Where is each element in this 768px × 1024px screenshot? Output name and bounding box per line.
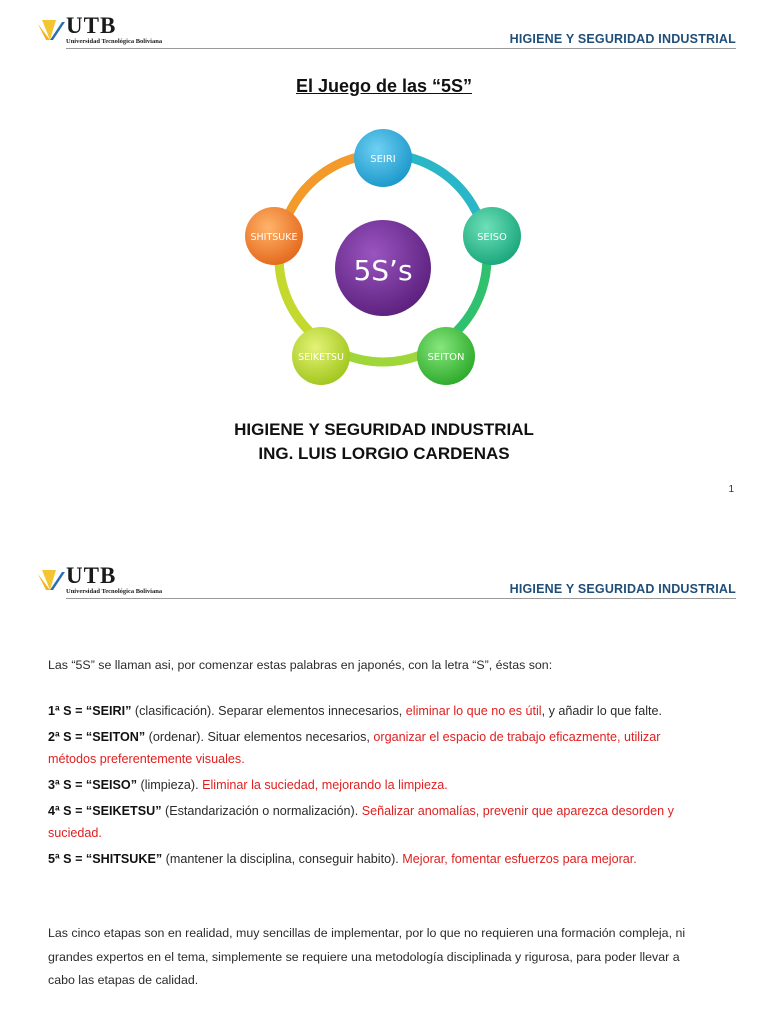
node-seiton: [417, 327, 475, 385]
item-highlight: Mejorar, fomentar esfuerzos para mejorar.: [402, 852, 637, 866]
node-shitsuke: [245, 207, 303, 265]
slide-2: [0, 550, 768, 1024]
item-highlight: eliminar lo que no es útil: [405, 704, 542, 718]
node-label-shitsuke: SHITSUKE: [250, 232, 298, 243]
node-seiketsu: [292, 327, 350, 385]
page-header: [36, 564, 736, 604]
item-description: (Estandarización o normalización).: [161, 804, 362, 818]
logo-text: UTB: [66, 563, 117, 588]
utb-logo: [36, 564, 176, 600]
list-item: [48, 700, 708, 722]
item-highlight: Señalizar anomalías, prevenir que aparezca desorden y suciedad.: [48, 804, 674, 840]
five-s-list: [48, 700, 708, 874]
logo-emblem-icon: [36, 18, 66, 44]
course-title: HIGIENE Y SEGURIDAD INDUSTRIAL: [234, 420, 534, 439]
page-header: [36, 14, 736, 54]
item-highlight: organizar el espacio de trabajo eficazmente, utilizar métodos preferentemente visuales.: [48, 730, 661, 766]
header-divider: [66, 598, 736, 599]
utb-logo: [36, 14, 176, 50]
node-seiso: [463, 207, 521, 265]
list-item: [48, 726, 708, 770]
node-label-seiso: SEISO: [477, 232, 507, 243]
item-label: 5ª S = “SHITSUKE”: [48, 852, 163, 866]
item-description: (mantener la disciplina, conseguir habito).: [162, 852, 403, 866]
list-item: [48, 774, 708, 796]
node-label-seiri: SEIRI: [370, 154, 396, 165]
node-label-seiton: SEITON: [427, 352, 465, 363]
node-seiri: [354, 129, 412, 187]
list-item: [48, 848, 708, 870]
slide-title: El Juego de las “5S”: [295, 76, 473, 96]
header-title: HIGIENE Y SEGURIDAD INDUSTRIAL: [509, 32, 736, 46]
header-title: HIGIENE Y SEGURIDAD INDUSTRIAL: [509, 582, 736, 596]
center-label: 5S’s: [353, 254, 413, 287]
header-divider: [66, 48, 736, 49]
item-description: (limpieza).: [137, 778, 203, 792]
list-item: [48, 800, 708, 844]
node-label-seiketsu: SEIKETSU: [298, 352, 344, 363]
logo-subtitle: Universidad Tecnológica Boliviana: [66, 588, 163, 595]
item-label: 1ª S = “SEIRI”: [48, 704, 132, 718]
item-highlight: Eliminar la suciedad, mejorando la limpieza.: [202, 778, 448, 792]
item-description: (clasificación). Separar elementos innecesarios,: [131, 704, 406, 718]
page-number: 1: [728, 484, 734, 495]
five-s-wheel-diagram: [238, 128, 528, 388]
item-label: 3ª S = “SEISO”: [48, 778, 138, 792]
logo-text: UTB: [66, 13, 117, 38]
intro-paragraph: Las “5S” se llaman asi, por comenzar estas palabras en japonés, con la letra “S”, éstas son:: [48, 658, 553, 672]
closing-paragraph: Las cinco etapas son en realidad, muy sencillas de implementar, por lo que no requieren una formación compleja, ni grandes expertos en el tema, simplemente se requiere una metodología disciplinada y rigurosa, para poder llevar a cabo las etapas de calidad.: [48, 926, 686, 987]
item-description: (ordenar). Situar elementos necesarios,: [145, 730, 374, 744]
logo-emblem-icon: [36, 568, 66, 594]
logo-subtitle: Universidad Tecnológica Boliviana: [66, 38, 163, 45]
instructor-name: ING. LUIS LORGIO CARDENAS: [258, 444, 510, 463]
item-rest: , y añadir lo que falte.: [541, 704, 663, 718]
item-label: 2ª S = “SEITON”: [48, 730, 146, 744]
item-label: 4ª S = “SEIKETSU”: [48, 804, 162, 818]
